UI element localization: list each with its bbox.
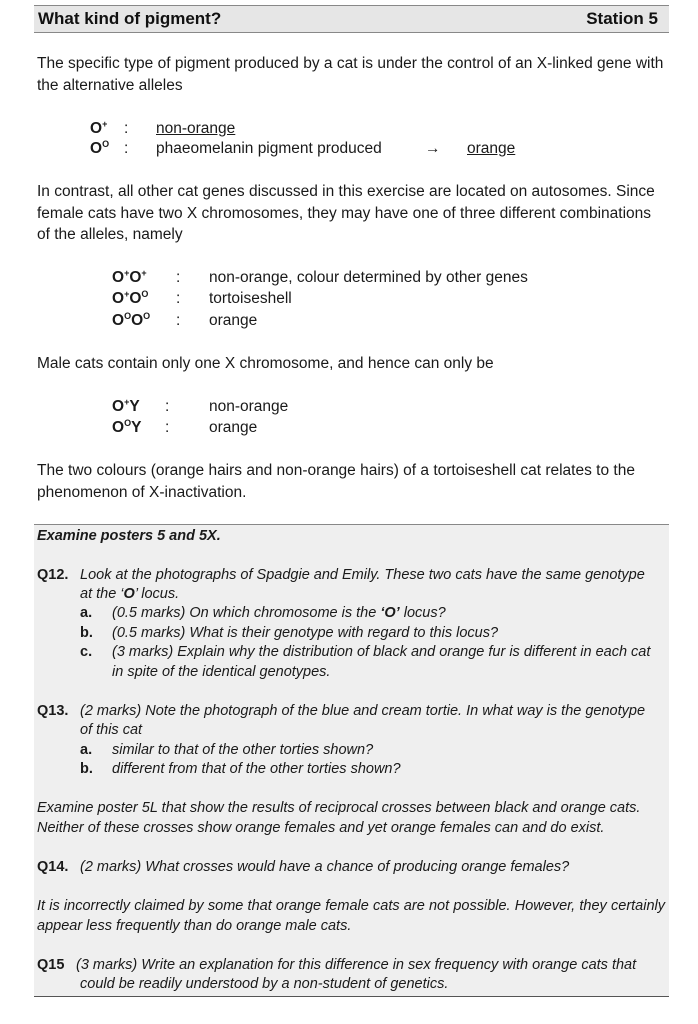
genotype-colon: : xyxy=(165,419,170,436)
subquestion-text: similar to that of the other torties shown? xyxy=(112,742,374,758)
question-text: of this cat xyxy=(80,722,143,738)
genotype-o-plus-o-plus: O+O+ xyxy=(112,268,147,286)
station-header xyxy=(34,5,669,33)
allele-phaeomelanin: phaeomelanin pigment produced xyxy=(156,140,382,157)
page-title: What kind of pigment? xyxy=(38,9,222,28)
subquestion-text: (0.5 marks) What is their genotype with regard to this locus? xyxy=(112,625,499,641)
question-number: Q13. xyxy=(37,703,69,719)
allele-colon: : xyxy=(124,120,129,137)
examine-posters: Examine posters 5 and 5X. xyxy=(37,528,221,544)
genotype-description: tortoiseshell xyxy=(209,290,292,307)
genotype-description: orange xyxy=(209,312,258,329)
question-number: Q14. xyxy=(37,859,69,875)
allele-non-orange: non-orange xyxy=(156,120,236,137)
allele-o-o-symbol: $O^O$ xyxy=(90,139,110,157)
question-text: (2 marks) What crosses would have a chance of producing orange females? xyxy=(80,859,570,875)
subquestion-label: c. xyxy=(80,644,93,660)
arrow-icon: → xyxy=(425,140,441,157)
subquestion-text: in spite of the identical genotypes. xyxy=(112,664,331,680)
male-intro-paragraph: Male cats contain only one X chromosome, and hence can only be xyxy=(37,355,494,372)
question-text: Look at the photographs of Spadgie and Emily. These two cats have the same genotype xyxy=(80,567,645,583)
question-number: Q15 xyxy=(37,957,65,973)
allele-colon: : xyxy=(124,140,129,157)
genotype-description: non-orange, colour determined by other genes xyxy=(209,269,528,286)
question-text: (2 marks) Note the photograph of the blue and cream tortie. In what way is the genotype xyxy=(80,703,646,719)
genotype-colon: : xyxy=(165,398,170,415)
questions-panel xyxy=(34,524,669,997)
genotype-colon: : xyxy=(176,269,181,286)
claim-paragraph: It is incorrectly claimed by some that orange female cats are not possible. However, they certainly appear less frequently than do orange male cats. xyxy=(37,898,665,934)
genotype-description: orange xyxy=(209,419,258,436)
genotype-o-plus-y: O+Y xyxy=(112,397,140,415)
genotype-description: non-orange xyxy=(209,398,289,415)
intro-paragraph: The specific type of pigment produced by a cat is under the control of an X-linked gene with the alternative alleles xyxy=(37,55,664,94)
allele-o-plus-symbol: O+ xyxy=(90,119,108,137)
genotype-o-o-y: $O^OY$ xyxy=(112,418,142,436)
station-label: Station 5 xyxy=(586,9,658,28)
subquestion-label: b. xyxy=(80,761,93,777)
contrast-paragraph: In contrast, all other cat genes discussed in this exercise are located on autosomes. Since female cats have two X chromosomes, they may have one of three different combinations of the alleles, namely xyxy=(37,183,655,243)
question-text: (3 marks) Write an explanation for this difference in sex frequency with orange cats that xyxy=(76,957,637,973)
subquestion-text: (0.5 marks) On which chromosome is the ‘O’ locus? xyxy=(112,605,446,621)
subquestion-label: a. xyxy=(80,605,93,621)
allele-orange: orange xyxy=(467,140,516,157)
subquestion-label: a. xyxy=(80,742,93,758)
genotype-colon: : xyxy=(176,290,181,307)
genotype-colon: : xyxy=(176,312,181,329)
question-number: Q12. xyxy=(37,567,69,583)
subquestion-text: different from that of the other torties shown? xyxy=(112,761,401,777)
subquestion-label: b. xyxy=(80,625,93,641)
question-text: could be readily understood by a non-student of genetics. xyxy=(80,976,449,992)
genotype-o-o-o-o: $O^OO^O$ xyxy=(112,311,151,329)
subquestion-text: (3 marks) Explain why the distribution of black and orange fur is different in each cat xyxy=(112,644,651,660)
examine-poster-5l: Examine poster 5L that show the results of reciprocal crosses between black and orange cats. Neither of these crosses show orange females and yet orange females can and do exist. xyxy=(37,800,641,836)
tortie-paragraph: The two colours (orange hairs and non-orange hairs) of a tortoiseshell cat relates to the phenomenon of X-inactivation. xyxy=(37,462,635,501)
question-text: at the ‘O’ locus. xyxy=(80,586,180,602)
genotype-o-plus-o-o: $O^+O^O$ xyxy=(112,289,149,307)
